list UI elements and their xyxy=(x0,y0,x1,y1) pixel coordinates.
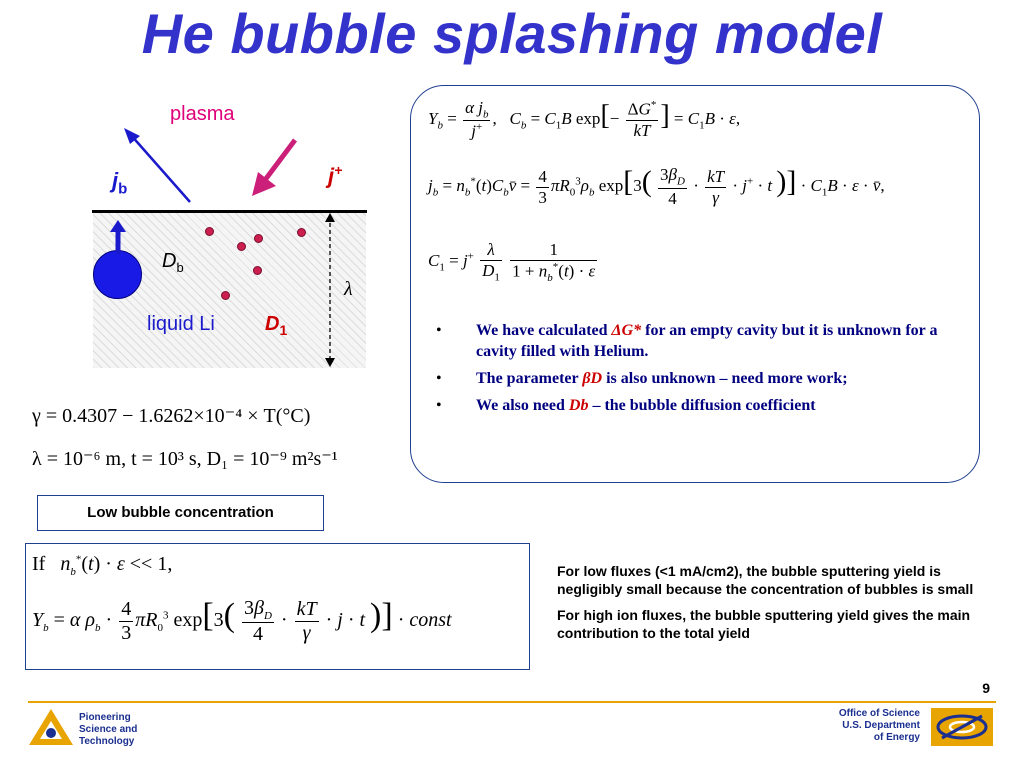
small-bubble xyxy=(297,228,306,237)
bullet-dot: • xyxy=(436,370,442,387)
beta-d-symbol: βD xyxy=(582,370,603,387)
low-flux-note: For low fluxes (<1 mA/cm2), the bubble sputtering yield is negligibly small because the concentration of bubbles is small xyxy=(557,563,974,597)
delta-g-symbol: ΔG* xyxy=(611,322,642,339)
d1-subscript: 1 xyxy=(279,322,288,338)
d1-label xyxy=(265,313,287,338)
doe-logo-icon xyxy=(930,707,994,747)
slide-title: He bubble splashing model xyxy=(141,2,883,65)
plasma-label: plasma xyxy=(170,103,235,125)
if-word: If xyxy=(32,553,46,575)
bubble-rise-arrow xyxy=(108,218,128,254)
db-symbol: D xyxy=(162,250,177,272)
small-bubble xyxy=(237,242,246,251)
low-concentration-label: Low bubble concentration xyxy=(37,495,324,531)
jb-arrow-line xyxy=(130,134,190,202)
list-item: • We have calculated ΔG* for an empty cavity but it is unknown for a cavity filled with Helium. xyxy=(436,322,938,360)
equation-yb-cb: $Y_b$ = $\frac{\alpha j_b}{j^+}$ , $C_b = C_1B$ exp[− $\frac{\Delta G^*}{kT}$ ] = $C_1B \cdot \varepsilon$, xyxy=(428,98,741,142)
small-bubble xyxy=(254,234,263,243)
small-bubble xyxy=(221,291,230,300)
jplus-symbol: j xyxy=(328,163,335,189)
jplus-label xyxy=(328,162,342,189)
lambda-depth-marker xyxy=(322,212,338,368)
bullet-dot: • xyxy=(436,322,442,339)
jb-symbol: j xyxy=(112,168,119,193)
db-symbol: Db xyxy=(568,397,589,414)
jb-subscript: b xyxy=(118,180,128,198)
equation-c1: $C_1 = j^+$ $\frac{\lambda}{D_1}$ $\frac{1}{1 + n_b^*(t) \cdot \varepsilon}$ xyxy=(428,240,596,285)
db-subscript: b xyxy=(176,260,184,275)
flux-notes xyxy=(557,562,997,650)
argonne-logo-icon xyxy=(28,707,74,747)
small-bubble xyxy=(205,227,214,236)
gamma-equation: γ = 0.4307 − 1.6262×10⁻⁴ × T(°C) xyxy=(32,405,311,427)
jplus-arrow-head xyxy=(252,172,276,196)
page-number: 9 xyxy=(982,680,990,696)
footer-left-text: Pioneering Science and Technology xyxy=(79,712,138,747)
helium-bubble xyxy=(93,250,142,299)
footer-rule xyxy=(28,701,996,703)
lambda-label: λ xyxy=(344,278,353,300)
d1-symbol: D xyxy=(265,313,280,335)
unknowns-list xyxy=(432,320,952,422)
jplus-arrow-line xyxy=(265,140,295,180)
small-bubble xyxy=(253,266,262,275)
list-item: • The parameter βD is also unknown – need more work; xyxy=(436,370,848,387)
list-item: • We also need Db – the bubble diffusion coefficient xyxy=(436,397,816,414)
equation-jb: $j_b$ = $n_b^*(t)C_bv̄$ = $\frac{4}{3}$ $\pi R_0^3\rho_b$ exp[3( $\frac{3\beta_D}{4}$ · $\frac{kT}{\gamma}$ · j+ · t )] · $C_1B \cdot \varepsilon$ · v̄, xyxy=(428,165,885,208)
db-label xyxy=(162,250,184,275)
liquid-li-label: liquid Li xyxy=(147,313,215,335)
yield-equation: $Y_b = \alpha$ $\rho_b$ · $\frac{4}{3}$ $\pi R_0^3$ exp[3( $\frac{3\beta_D}{4}$ · $\frac{kT}{\gamma}$ · j · t )] · const xyxy=(32,597,452,645)
parameters-equation: λ = 10⁻⁶ m, t = 10³ s, D₁ = 10⁻⁹ m²s⁻¹ xyxy=(32,448,338,470)
footer-right-text: Office of Science U.S. Department of Energy xyxy=(838,708,920,743)
jplus-superscript: + xyxy=(334,162,343,178)
jb-label xyxy=(112,168,127,197)
bullet-dot: • xyxy=(436,397,442,414)
high-flux-note: For high ion fluxes, the bubble sputtering yield gives the main contribution to the total yield xyxy=(557,607,971,641)
condition-line: If $n_b^*(t) \cdot \varepsilon << 1$, xyxy=(32,553,173,578)
